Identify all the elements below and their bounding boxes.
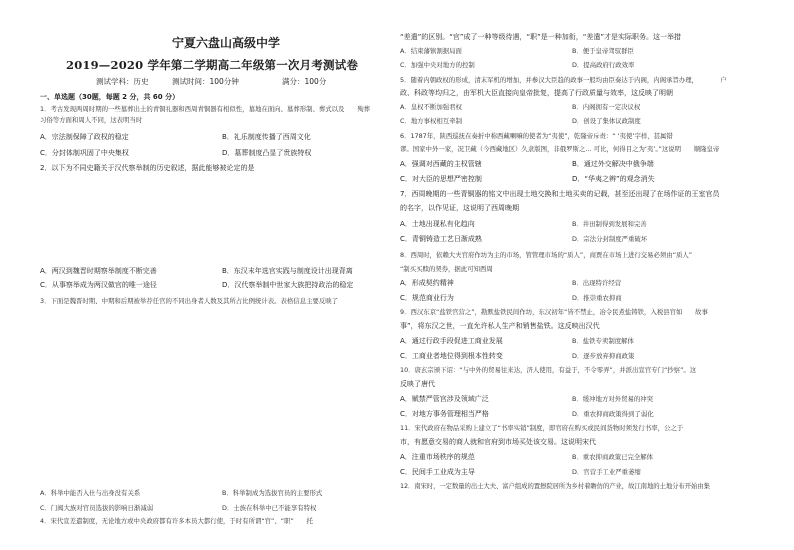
q5-option-c: C．地方事权相互牵制 <box>400 117 462 125</box>
q8-option-d: D．推崇重农抑商 <box>572 294 622 302</box>
q7-stem-cont: 的名字，以作见证，这说明了西周晚期 <box>400 204 519 212</box>
q3-option-d: D．士族在科举中已不能享有特权 <box>222 504 317 512</box>
q5-option-a: A．皇权不断加强君权 <box>400 103 462 111</box>
q10-stem: 10．唐玄宗颁下诏：“与中外的贸易往来达，济人使用，有益于，不令零弄”，并派出宣官专门“抄察”。这 <box>400 366 697 374</box>
q1-option-c: C．分封体制巩固了中央集权 <box>40 149 129 157</box>
q9-option-b: B．盐铁专卖制度解体 <box>572 337 634 345</box>
q11-stem-cont: 市，有愿意交易的商人就和官府到市场买处该交易。这说明宋代 <box>400 438 596 446</box>
q1-option-d: D．墓葬制度凸显了贵族特权 <box>222 149 312 157</box>
q5-option-b: B．内阁拥有一定决议权 <box>572 103 641 111</box>
q6-option-a: A．强调对西藏的主权管辖 <box>400 160 482 168</box>
q7-stem: 7．西周晚期的一些青铜器的铭文中出现土地交换和土地买卖的记载，甚至还出现了在场作证的王室官员 <box>400 190 720 198</box>
q1-stem: 1．考古发现两周时期的一些墓葬出土的青铜礼器和西周青铜器有相似性，墓地在面向、墓葬形制、葬式以及 殉葬 <box>40 105 370 113</box>
q1-stem-cont: 习俗等方面和周人不同，这表明当时 <box>40 116 143 124</box>
q9-option-c: C．工商业者地位得到根本性转变 <box>400 352 503 360</box>
q7-option-a: A．土地出现私有化趋向 <box>400 220 475 228</box>
q9-stem: 9．西汉东京“盐铁官营之”，勘默盐铁民间作坊，东汉初年“皆不禁止，冶令民煮盐铸铁，入税县官如 故事 <box>400 308 708 316</box>
q3-option-c: C．门阀大族对官员选拔的影响日渐减弱 <box>40 504 154 512</box>
q11-option-c: C．民间手工业成为主导 <box>400 468 475 476</box>
q11-option-a: A．注重市场秩序的规范 <box>400 453 475 461</box>
q10-option-c: C．对地方事务管理相当严格 <box>400 410 489 418</box>
q9-option-d: D．逐步放弃抑商政策 <box>572 352 635 360</box>
q8-option-b: B．出现特许经营 <box>572 279 622 287</box>
q7-option-b: B．井田制得到发展和完善 <box>572 220 647 228</box>
q1-option-a: A．宗法制保障了政权的稳定 <box>40 133 129 141</box>
q5-stem-cont: 政、科政等均归之，由军机大臣直接向皇帝批复，提高了行政质量与效率，这反映了明朝 <box>400 89 673 97</box>
q11-option-d: D．官营手工业严重萎缩 <box>572 468 641 476</box>
q3-stem: 3．下面是魏晋时期、中期和后期被举荐任官的不同出身者人数及其所占比例统计表。表格信息主要反映了 <box>40 297 339 305</box>
q6-option-d: D．“华夷之辨”的观念消失 <box>572 175 655 183</box>
q2-stem: 2．以下为不同史籍关于汉代察举制的历史叙述，据此能够被论定的是 <box>40 164 255 172</box>
q2-option-c: C．从事察举成为两汉做官的唯一途径 <box>40 281 157 289</box>
q2-option-a: A．两汉到魏晋时期察举制度不断完善 <box>40 267 157 275</box>
q10-option-a: A．赋禁严管宫涉及领域广泛 <box>400 395 489 403</box>
exam-title: 2019—2020 学年第二学期高二年级第一次月考测试卷 <box>66 58 359 72</box>
q8-option-a: A．形成契约精神 <box>400 279 454 287</box>
q11-option-b: B．重农抑商政策已完全解体 <box>572 453 654 461</box>
q10-option-d: D．重农抑商政策得到了弱化 <box>572 410 654 418</box>
q4-option-c: C．加强中央对地方的控制 <box>400 61 475 69</box>
section-heading: 一、单选题（30题，每题 2 分，共 60 分） <box>40 93 180 101</box>
q9-stem-cont: 事”，将东汉之世，一直允许私人生产和销售盐铁。这反映出汉代 <box>400 322 600 330</box>
q3-option-b: B．科举制成为选拔官员的主要形式 <box>222 489 323 497</box>
q4-option-b: B．便于皇帝驾驭群臣 <box>572 47 634 55</box>
q5-option-d: D．创设了集体议政制度 <box>572 117 641 125</box>
q7-option-d: D．宗法分封制度严重破坏 <box>572 235 648 243</box>
q11-stem: 11．宋代政府在物品采购上建立了“书率实销”制度，即官府在购买或民间货物时须发行书率，公之于 <box>400 424 684 432</box>
q4-stem: 4．宋代宣差遣制度，无论地方或中央政府都有许多本员大都行使，于时有所谓“官”、“职” 托 <box>40 517 313 525</box>
score-info: 满分：100分 <box>282 77 327 86</box>
q10-option-b: B．缓冲地方对外贸易的冲突 <box>572 395 654 403</box>
q6-stem: 6．1787年，陕西巡抚在奏折中称西藏喇嘛的使者为“夷使”，乾隆帝斥责：“ ‘夷使’字样，甚属错 <box>400 132 673 140</box>
q5-stem: 5．随着内朝政权的形成，清末军机的增加，并参汉大臣趋的政事一般均由臣奏达于内阁，内阁承旨办理， 户 <box>400 76 727 84</box>
q8-option-c: C．规范商业行为 <box>400 294 454 302</box>
q9-option-a: A．通过行政手段促进工商业发展 <box>400 337 503 345</box>
q10-stem-cont: 反映了唐代 <box>400 380 435 388</box>
q8-stem: 8．西周时，依赖大夫官府作坊为主的市场，管管理市场的“质人”，商贾在市场上进行交易必须由“质人” <box>400 251 693 259</box>
q12-stem: 12．南宋时，一定数量的出士大夫、富户组成的置擦院居所为乡村着瞻仿的产业，故江南地的土地分布开始由集 <box>400 482 710 490</box>
q2-option-d: D．汉代察举制中世家大族把持政治的稳定 <box>222 281 354 289</box>
q6-stem-cont: 谬。国家中外一家，况卫藏（今西藏地区）久隶版图，非俄罗斯之… 可比，何得目之为‘夷’。”这说明 顺隆皇帝 <box>400 145 720 153</box>
q8-stem-cont: “制买买赎的契券，据此可知西周 <box>400 265 493 273</box>
q2-option-b: B．东汉末年选官实践与制度设计出现背离 <box>222 267 353 275</box>
subject-info: 测试学科：历史 <box>96 77 149 86</box>
q7-option-c: C．青铜铸造工艺日渐成熟 <box>400 235 482 243</box>
time-info: 测试时间：100分钟 <box>172 77 239 86</box>
q6-option-c: C．对大臣的思想严密控制 <box>400 175 482 183</box>
q3-option-a: A．科举中能否入仕与出身没有关系 <box>40 489 141 497</box>
q4-stem-cont: “差遣”的区别。“官”成了一种等级待遇，“职”是一种加衔，“差遣”才是实际职务。这一举措 <box>400 33 682 41</box>
school-title: 宁夏六盘山高级中学 <box>172 36 281 50</box>
q4-option-a: A．结束藩镇割据局面 <box>400 47 462 55</box>
q4-option-d: D．提高政府行政效率 <box>572 61 635 69</box>
q6-option-b: B．通过外交解决中俄争端 <box>572 160 654 168</box>
q1-option-b: B．礼乐制度传播了西周文化 <box>222 133 311 141</box>
